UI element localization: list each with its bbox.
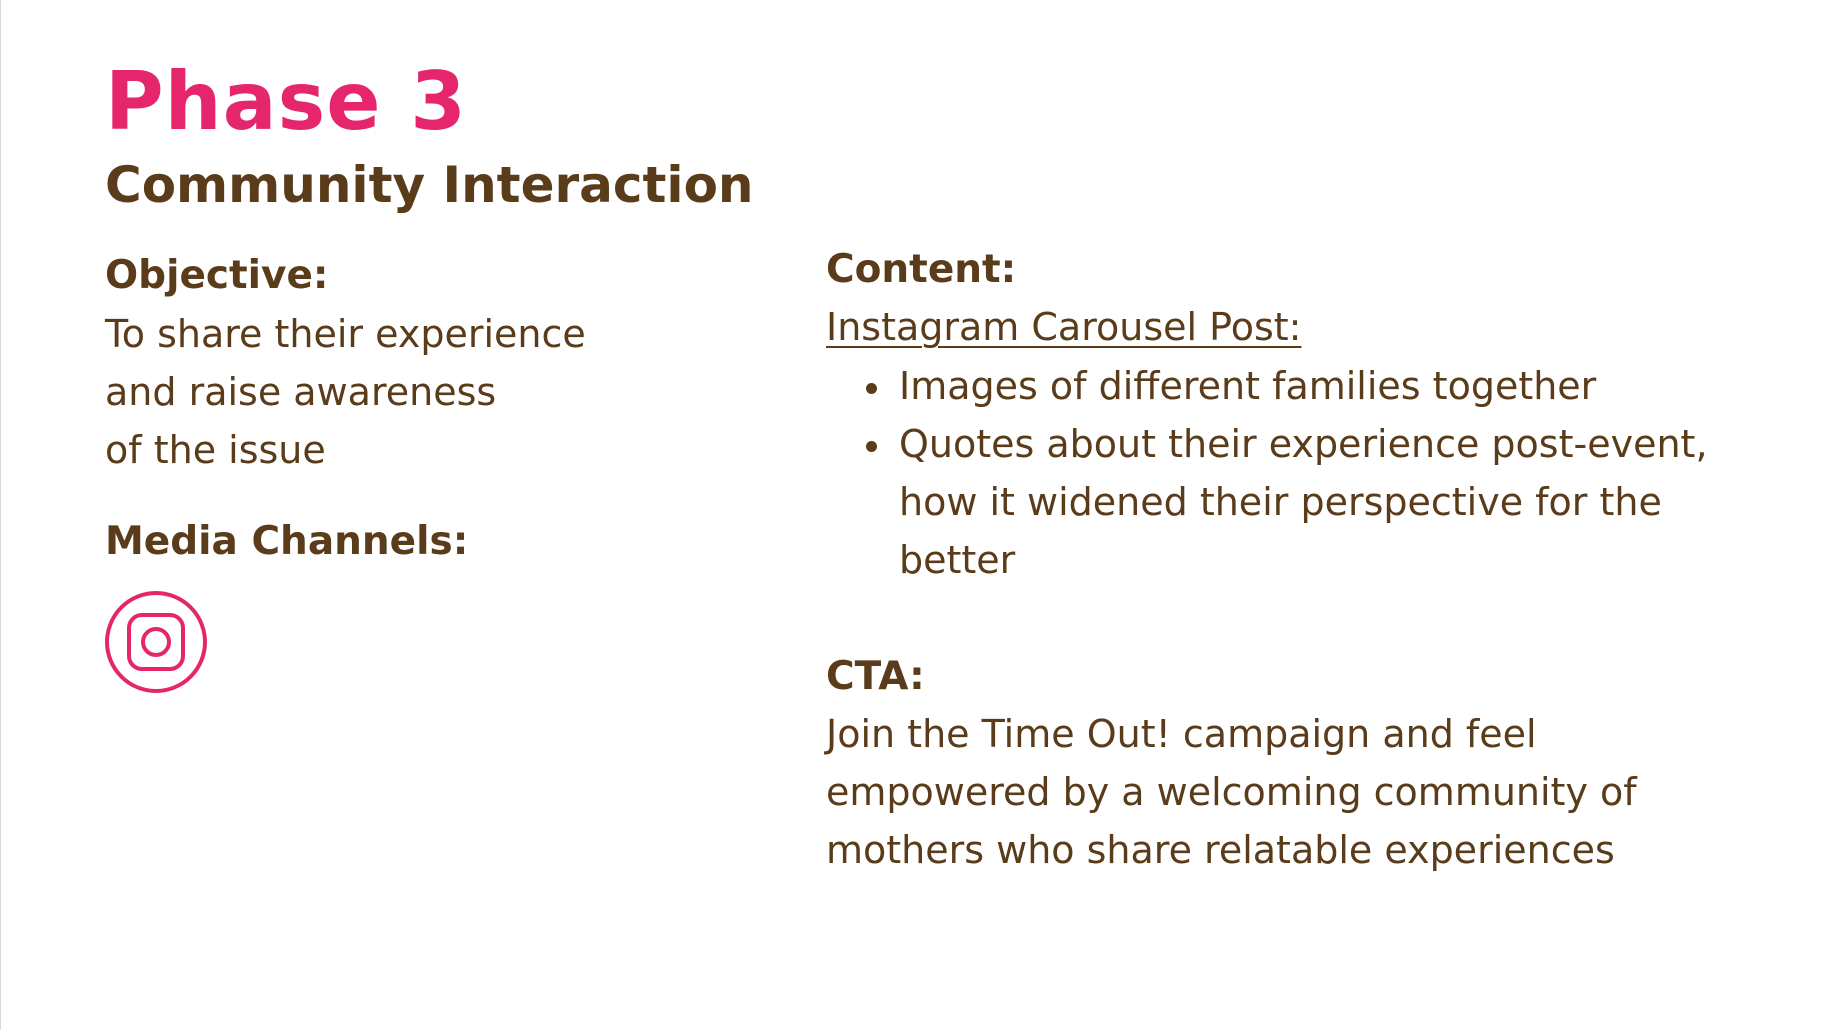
- instagram-icon: [104, 590, 208, 694]
- content-bullet-item: [826, 415, 1746, 589]
- bullet-dot-icon: [866, 441, 877, 452]
- bullet-dot-icon: [866, 383, 877, 394]
- content-bullet-list: [826, 357, 1746, 589]
- cta-text: [826, 705, 1746, 879]
- phase-title: Phase 3: [105, 55, 467, 148]
- bullet-text: Images of different families together: [899, 364, 1597, 408]
- phase-subtitle: Community Interaction: [105, 156, 754, 214]
- cta-line: Join the Time Out! campaign and feel: [826, 712, 1537, 756]
- cta-label: CTA:: [826, 654, 925, 699]
- content-label: Content:: [826, 247, 1017, 292]
- carousel-post-title: Instagram Carousel Post:: [826, 305, 1302, 349]
- media-channels-label: Media Channels:: [105, 519, 469, 564]
- slide-left-border: [0, 0, 1, 1030]
- content-bullet-item: [826, 357, 1746, 415]
- objective-line: of the issue: [105, 428, 326, 472]
- cta-line: empowered by a welcoming community of: [826, 770, 1637, 814]
- bullet-text: Quotes about their experience post-event, how it widened their perspective for the better: [899, 422, 1708, 582]
- cta-line: mothers who share relatable experiences: [826, 828, 1615, 872]
- objective-line: To share their experience: [105, 312, 586, 356]
- objective-label: Objective:: [105, 253, 329, 298]
- objective-line: and raise awareness: [105, 370, 497, 414]
- objective-text: [105, 305, 586, 479]
